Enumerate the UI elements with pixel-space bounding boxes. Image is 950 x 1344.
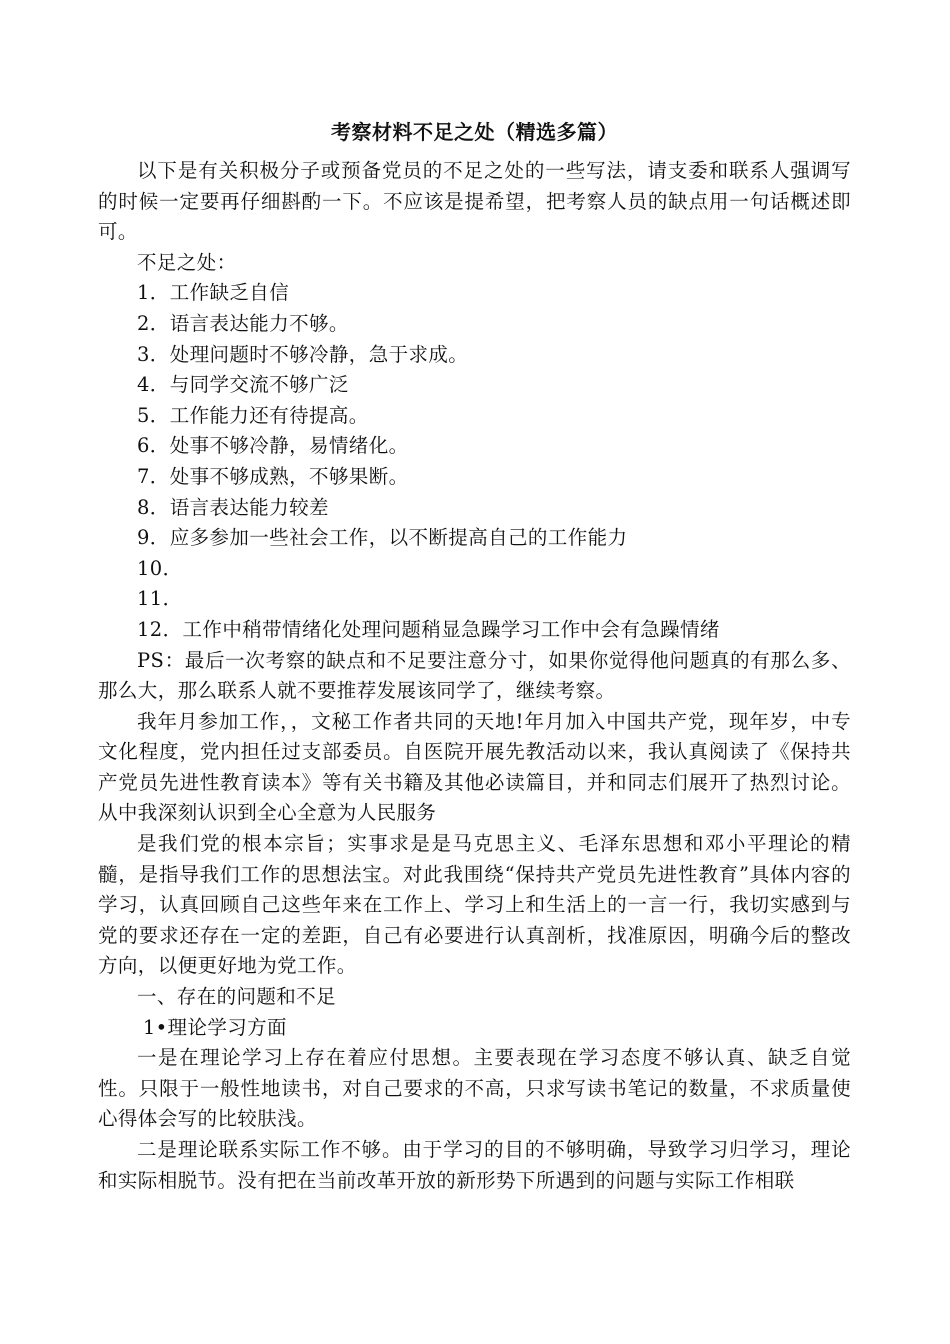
paragraph-shortcomings-heading: 不足之处： <box>137 250 237 274</box>
document-page <box>98 118 851 1196</box>
list-item: 1．工作缺乏自信 <box>137 281 290 305</box>
paragraph-intro: 以下是有关积极分子或预备党员的不足之处的一些写法，请支委和联系人强调写的时候一定要再仔细斟酌一下。不应该是提希望，把考察人员的缺点用一句话概述即可。 <box>98 159 851 244</box>
list-item: 3．处理问题时不够冷静，急于求成。 <box>137 342 469 366</box>
list-item: 6．处事不够冷静，易情绪化。 <box>137 434 409 458</box>
list-item: 11． <box>137 587 183 611</box>
document-title: 考察材料不足之处（精选多篇） <box>331 120 618 144</box>
list-item: 7．处事不够成熟，不够果断。 <box>137 464 409 488</box>
list-item: 2．语言表达能力不够。 <box>137 311 349 335</box>
paragraph-party-purpose: 是我们党的根本宗旨；实事求是是马克思主义、毛泽东思想和邓小平理论的精髓，是指导我们工作的思想法宝。对此我围绕“保持共产党员先进性教育”具体内容的学习，认真回顾自己这些年来在工作上、学习上和生活上的一言一行，我切实感到与党的要求还存在一定的差距，自己有必要进行认真剖析，找准原因，明确今后的整改方向，以便更好地为党工作。 <box>98 832 851 978</box>
list-item: 4．与同学交流不够广泛 <box>137 373 349 397</box>
list-item: 10． <box>137 556 183 580</box>
paragraph-ps-note: PS：最后一次考察的缺点和不足要注意分寸，如果你觉得他问题真的有那么多、那么大，那么联系人就不要推荐发展该同学了，继续考察。 <box>98 648 851 703</box>
list-item: 5．工作能力还有待提高。 <box>137 403 369 427</box>
paragraph-self-introduction: 我年月参加工作，，文秘工作者共同的天地!年月加入中国共产党，现年岁，中专文化程度，党内担任过支部委员。自医院开展先教活动以来，我认真阅读了《保持共产党员先进性教育读本》等有关书籍及其他必读篇目，并和同志们展开了热烈讨论。从中我深刻认识到全心全意为人民服务 <box>98 709 851 825</box>
list-item: 9．应多参加一些社会工作，以不断提高自己的工作能力 <box>137 526 628 550</box>
paragraph-point-two: 二是理论联系实际工作不够。由于学习的目的不够明确，导致学习归学习，理论和实际相脱节。没有把在当前改革开放的新形势下所遇到的问题与实际工作相联 <box>98 1138 851 1192</box>
paragraph-point-one: 一是在理论学习上存在着应付思想。主要表现在学习态度不够认真、缺乏自觉性。只限于一般性地读书，对自己要求的不高，只求写读书笔记的数量，不求质量使心得体会写的比较肤浅。 <box>98 1046 851 1131</box>
list-item: 12．工作中稍带情绪化处理问题稍显急躁学习工作中会有急躁情绪 <box>137 617 720 641</box>
section-heading-problems: 一、存在的问题和不足 <box>137 985 337 1009</box>
subsection-heading-theory-study: 1•理论学习方面 <box>142 1015 287 1039</box>
list-item: 8．语言表达能力较差 <box>137 495 329 519</box>
